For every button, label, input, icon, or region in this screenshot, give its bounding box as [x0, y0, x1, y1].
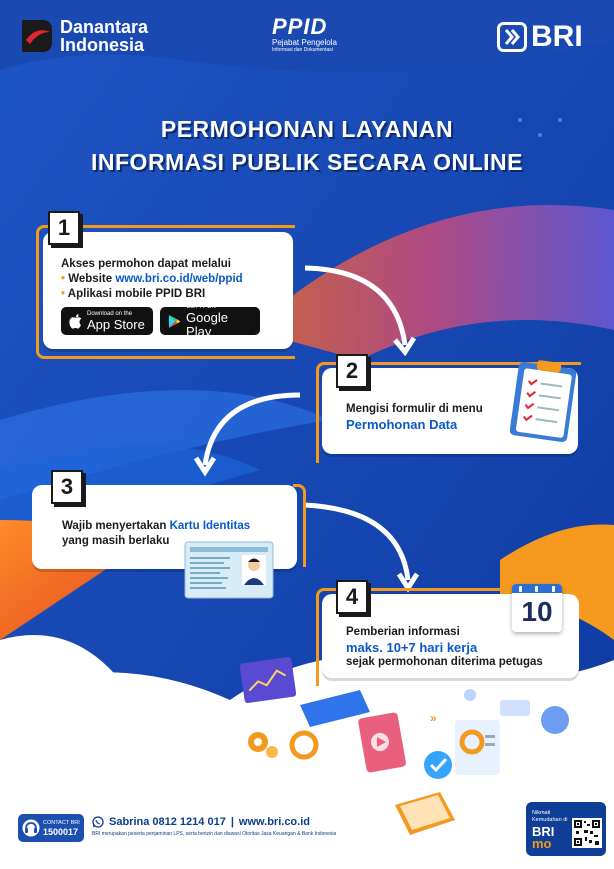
whatsapp-icon	[92, 816, 104, 828]
app-store-small: Download on the	[87, 310, 133, 317]
brimo-line-2: Kemudahan di	[532, 817, 568, 823]
footer-separator: |	[230, 816, 234, 828]
app-store-large: App Store	[87, 316, 145, 332]
bri-mark-icon	[497, 22, 527, 52]
footer-disclaimer: BRI merupakan peserta penjaminan LPS, serta berizin dan diawasi Otoritas Jasa Keuangan & Bank Indonesia	[92, 831, 337, 837]
danantara-line2: Indonesia	[60, 35, 145, 55]
step-1-card	[43, 232, 293, 349]
calendar-icon	[512, 584, 562, 632]
step-3-highlight: Kartu Identitas	[169, 520, 251, 532]
ppid-subtitle-1: Pejabat Pengelola	[272, 38, 337, 47]
step-3-number: 3	[51, 470, 83, 504]
step-4-line-1: Pemberian informasi	[346, 626, 460, 638]
bri-logo	[497, 20, 583, 54]
step-2-number: 2	[336, 354, 368, 388]
page-title	[0, 113, 614, 179]
footer-website[interactable]: www.bri.co.id	[238, 816, 310, 828]
calendar-header	[512, 584, 562, 593]
contact-label: CONTACT BRI	[43, 819, 80, 826]
step-1-bullet-2: • Aplikasi mobile PPID BRI	[61, 288, 206, 300]
clipboard-icon	[510, 357, 580, 443]
calendar-number: 10	[521, 596, 553, 627]
step-4-line-3: sejak permohonan diterima petugas	[346, 656, 543, 668]
bri-label: BRI	[531, 20, 583, 53]
step-1-intro: Akses permohon dapat melalui	[61, 258, 231, 270]
brimo-badge	[526, 802, 606, 856]
qr-code-icon	[572, 818, 602, 848]
brimo-bri: BRI	[532, 824, 555, 839]
id-card-icon	[184, 541, 274, 599]
ppid-title: PPID	[272, 14, 328, 39]
step-4-highlight: maks. 10+7 hari kerja	[346, 640, 478, 655]
ppid-subtitle-2: Informasi dan Dokumentasi	[272, 47, 333, 53]
danantara-logo	[20, 18, 148, 54]
step-1-bullet-1: • Website www.bri.co.id/web/ppid	[61, 273, 243, 285]
brimo-mo: mo	[532, 836, 552, 851]
google-play-icon	[168, 314, 181, 329]
title-line-2: INFORMASI PUBLIK SECARA ONLINE	[91, 149, 523, 175]
contact-badge	[18, 814, 84, 842]
title-line-1: PERMOHONAN LAYANAN	[160, 116, 454, 142]
app-store-button[interactable]	[61, 307, 153, 335]
step-4-number: 4	[336, 580, 368, 614]
step-2-highlight: Permohonan Data	[346, 417, 458, 432]
step-2-text: Mengisi formulir di menu	[346, 403, 483, 415]
svg-text:»: »	[430, 711, 437, 725]
ppid-logo	[272, 16, 337, 53]
footer-contact-line	[92, 816, 310, 828]
website-link[interactable]: www.bri.co.id/web/ppid	[115, 273, 243, 285]
step-1-number: 1	[48, 211, 80, 245]
danantara-line1: Danantara	[60, 17, 149, 37]
google-play-large: Google Play	[186, 309, 228, 339]
step-3-line-1: Wajib menyertakan Kartu Identitas	[62, 520, 251, 532]
apple-icon	[69, 314, 82, 329]
headset-icon	[22, 819, 40, 837]
brimo-line-1: Nikmati	[532, 810, 551, 816]
step-3-line-2: yang masih berlaku	[62, 535, 170, 547]
whatsapp-number[interactable]: Sabrina 0812 1214 017	[109, 816, 226, 828]
google-play-small: GET IT ON	[186, 303, 216, 310]
google-play-button[interactable]	[160, 303, 260, 339]
contact-number: 1500017	[43, 826, 79, 837]
danantara-mark-icon	[20, 18, 54, 54]
